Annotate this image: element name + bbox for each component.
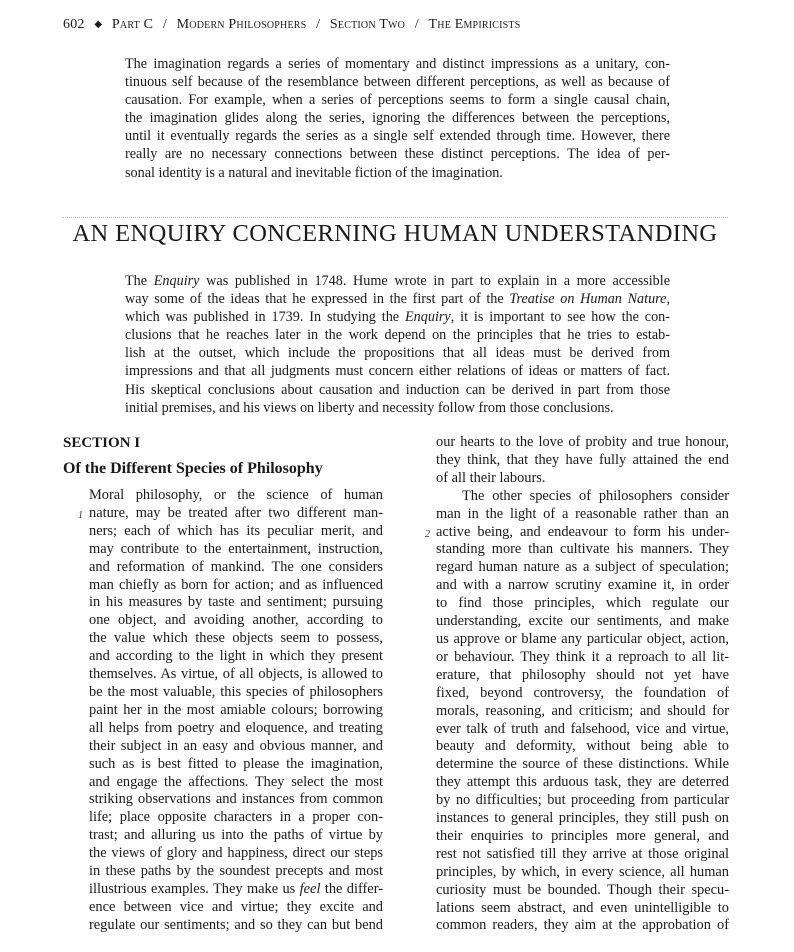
italic-title: Enquiry: [153, 273, 200, 289]
text-line: such as is best fitted to please the imagination,: [89, 755, 383, 772]
text-line: all helps from poetry and eloquence, and treating: [89, 719, 383, 736]
text-line: fixed, beyond controversy, the foundation of: [436, 684, 729, 701]
text-line: to find those principles, which regulate our: [436, 595, 729, 612]
text-line: impressions and that all judgments must concern either relations of ideas or matters of fact.: [125, 363, 670, 380]
text-line: determine the source of these distinctions. While: [436, 756, 729, 773]
text-line: paint her in the most amiable colours; borrowing: [89, 701, 383, 718]
running-head-part: Part C: [111, 17, 154, 32]
text-line: principles, by which, in every science, all human: [436, 863, 729, 880]
text-line: common readers, they aim at the approbation of: [436, 917, 729, 934]
text-line: initial premises, and his views on liberty and necessity follow from those conclusions.: [125, 399, 614, 416]
section-divider: [62, 217, 728, 218]
text-line: the imagination glides along the series, ignoring the differences between the perceptions,: [125, 110, 670, 127]
text-line: understanding, excite our sentiments, and make: [436, 613, 729, 630]
text-line: one object, and avoiding another, according to: [89, 612, 383, 629]
text-line: Moral philosophy, or the science of human: [89, 487, 383, 503]
text-line: beauty and deformity, without being able to: [436, 738, 729, 755]
work-abstract: [125, 272, 670, 417]
text-line: in these paths by the soundest precepts and most: [89, 863, 383, 880]
text-line: be the most valuable, this species of philosophers: [89, 683, 383, 700]
marginal-paragraph-number: 2: [425, 528, 430, 540]
text-line: our hearts to the love of probity and true honour,: [436, 434, 729, 450]
text-line: and with a narrow scrutiny examine it, in order: [436, 577, 729, 594]
text-span: ,: [666, 291, 671, 308]
text-line: regard human nature as a subject of speculation;: [436, 559, 729, 576]
text-line: The other species of philosophers consider: [462, 487, 729, 504]
text-span: illustrious examples. They make us: [89, 880, 300, 897]
text-line: they think, that they have fully attained the end: [436, 451, 729, 468]
running-head-section: Section Two: [329, 17, 406, 32]
text-line: [125, 290, 670, 308]
text-line: by no difficulties; but proceeding from particular: [436, 792, 729, 809]
text-line: may contribute to the entertainment, instruction,: [89, 540, 383, 557]
separator: /: [162, 17, 167, 32]
section-label: SECTION I: [63, 435, 141, 451]
text-line: they attempt this arduous task, they are deterred: [436, 774, 729, 791]
paragraph: [436, 434, 729, 488]
text-line: striking observations and instances from common: [89, 791, 383, 808]
text-line: nature, may be treated after two different man-: [89, 504, 383, 521]
text-line: us approve or blame any particular object, action,: [436, 630, 729, 647]
running-head-chapter: The Empiricists: [428, 17, 521, 32]
text-line: rest not satisfied till they arrive at those original: [436, 845, 729, 862]
separator: /: [414, 17, 419, 32]
text-line: active being, and endeavour to form his under-: [436, 523, 729, 540]
left-column: [63, 434, 383, 935]
intro-summary: [125, 55, 670, 182]
text-line: man chiefly as born for action; and as influenced: [89, 576, 383, 593]
text-line: [125, 308, 670, 326]
text-line: the value which these objects seem to possess,: [89, 630, 383, 647]
text-line: [125, 272, 670, 290]
text-line: and reformation of mankind. The one considers: [89, 558, 383, 575]
text-line: lations seem abstract, and even unintelligible to: [436, 899, 729, 916]
text-line: and according to the light in which they present: [89, 648, 383, 665]
text-span: which was published in 1739. In studying the: [125, 309, 405, 326]
text-line: until it eventually regards the series as a single self extended through time. However, there: [125, 128, 670, 145]
text-line: tinuous self because of the resemblance between different perceptions, as well as because of: [125, 74, 670, 91]
text-line: ners; each of which has its peculiar merit, and: [89, 522, 383, 539]
diamond-bullet-icon: ◆: [94, 19, 103, 30]
text-line: of all their labours.: [436, 469, 546, 486]
text-line: lish at the outset, which include the propositions that all ideas must be derived from: [125, 345, 670, 362]
text-line: in his measures by taste and sentiment; pursuing: [89, 594, 383, 611]
marginal-paragraph-number: 1: [78, 510, 83, 521]
text-line: clusions that he reaches later in the work depend on the principles that he tries to estab-: [125, 327, 670, 344]
text-line: their subject in an easy and obvious manner, and: [89, 737, 383, 754]
text-line: standing more than cultivate his manners. They: [436, 541, 729, 558]
page-number: 602: [63, 17, 85, 32]
text-line: instances to general principles, they still push on: [436, 810, 729, 827]
section-title: Of the Different Species of Philosophy: [63, 460, 323, 477]
text-span: the differ-: [320, 880, 383, 897]
text-line: and engage the affections. They select the most: [89, 773, 383, 790]
italic-title: Enquiry: [405, 309, 451, 326]
text-line: causation. For example, when a series of perceptions seems to form a single causal chain,: [125, 92, 670, 109]
italic-emphasis: feel: [299, 880, 321, 897]
text-line: themselves. As virtue, of all objects, is allowed to: [89, 666, 383, 683]
text-span: was published in 1748. Hume wrote in part to explain in a more accessible: [199, 273, 671, 289]
text-line: regulate our sentiments; and so they can but bend: [89, 916, 383, 933]
text-line: ence between vice and virtue; they excite and: [89, 898, 383, 915]
text-line: trast; and alluring us into the paths of virtue by: [89, 827, 383, 844]
work-title: AN ENQUIRY CONCERNING HUMAN UNDERSTANDING: [72, 220, 718, 247]
text-line: morals, reasoning, and criticism; and should for: [436, 702, 729, 719]
text-line: really are no necessary connections between these distinct perceptions. The idea of per-: [125, 146, 670, 163]
text-line: or behaviour. They think it a reproach to all lit-: [436, 648, 729, 665]
paragraph: [63, 487, 383, 935]
text-line: curiosity must be bounded. Though their specu-: [436, 881, 729, 898]
text-line: sonal identity is a natural and inevitable fiction of the imagination.: [125, 164, 503, 181]
text-line: man in the light of a reasonable rather than an: [436, 505, 729, 522]
right-column: [425, 434, 729, 935]
text-line: erature, that philosophy should not yet have: [436, 666, 729, 683]
running-head: [63, 17, 520, 33]
text-span: way some of the ideas that he expressed in the first part of the: [125, 291, 510, 308]
italic-title: Treatise on Human Nature: [509, 291, 667, 308]
text-span: The: [125, 273, 154, 289]
text-line: His skeptical conclusions about causation and induction can be derived in part from those: [125, 381, 670, 398]
text-line: life; place opposite characters in a proper con-: [89, 809, 383, 826]
text-line: [89, 881, 383, 899]
text-line: their enquiries to principles more general, and: [436, 827, 729, 844]
paragraph: [425, 487, 729, 936]
running-head-book: Modern Philosophers: [176, 17, 307, 32]
separator: /: [316, 17, 321, 32]
text-span: , it is important to see how the con-: [450, 309, 671, 326]
text-line: The imagination regards a series of momentary and distinct impressions as a unitary, con-: [125, 56, 670, 72]
text-line: the views of glory and happiness, direct our steps: [89, 845, 383, 862]
text-line: ever talk of truth and falsehood, vice and virtue,: [436, 720, 729, 737]
